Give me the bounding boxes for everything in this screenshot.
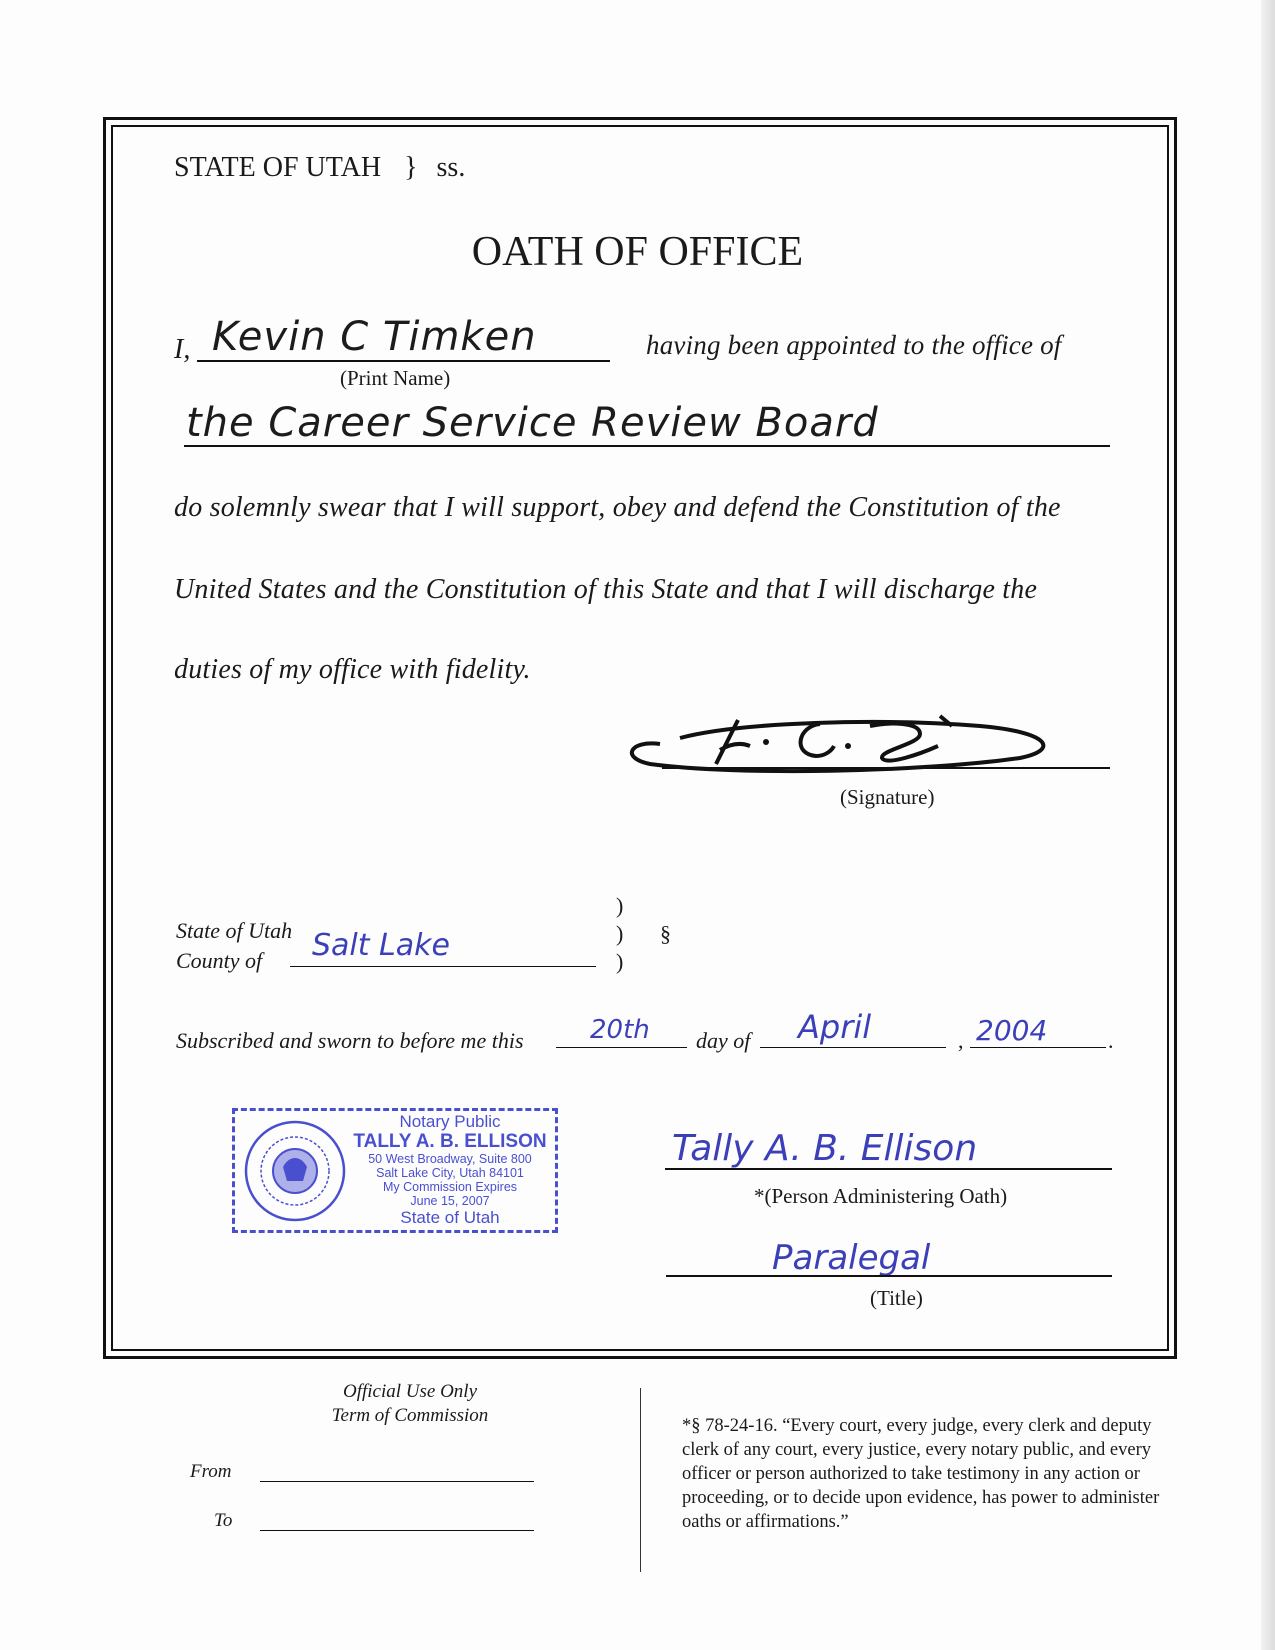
oath-line-3: duties of my office with fidelity. — [174, 654, 531, 685]
paren-1: ) — [616, 893, 624, 918]
title-line — [666, 1275, 1112, 1277]
stamp-line-5: My Commission Expires — [382, 1180, 518, 1194]
official-use-heading — [260, 1380, 560, 1428]
signature-line — [662, 767, 1110, 769]
day-value-handwriting: 20th — [590, 1015, 650, 1045]
title-value-handwriting: Paralegal — [772, 1238, 931, 1278]
stamp-line-7: State of Utah — [400, 1208, 500, 1227]
document-title: OATH OF OFFICE — [471, 229, 804, 275]
venue-parens — [616, 892, 623, 976]
oath-prefix: I, — [174, 334, 191, 365]
official-use-heading-1: Official Use Only — [342, 1381, 478, 1402]
day-line — [556, 1047, 687, 1048]
year-value-handwriting: 2004 — [976, 1014, 1048, 1047]
month-line — [760, 1047, 946, 1048]
title-caption: (Title) — [870, 1286, 923, 1310]
administering-caption: *(Person Administering Oath) — [754, 1184, 1008, 1208]
day-of-text: day of — [696, 1028, 751, 1053]
section-symbol: § — [660, 921, 671, 946]
year-comma: , — [958, 1028, 964, 1053]
oath-line-1: do solemnly swear that I will support, obey and defend the Constitution of the — [174, 492, 1061, 523]
brace: } — [404, 152, 418, 183]
paren-3: ) — [616, 949, 624, 974]
signature-caption: (Signature) — [840, 785, 935, 809]
stamp-line-2: TALLY A. B. ELLISON — [353, 1131, 547, 1152]
month-value-handwriting: April — [798, 1008, 872, 1046]
administering-line — [665, 1168, 1112, 1170]
stamp-line-1: Notary Public — [399, 1112, 501, 1131]
administering-signature-handwriting: Tally A. B. Ellison — [672, 1128, 978, 1169]
printed-name-handwriting: Kevin C Timken — [212, 314, 537, 360]
subscribed-text: Subscribed and sworn to before me this — [176, 1028, 524, 1053]
to-line — [260, 1530, 534, 1531]
statute-note: *§ 78-24-16. “Every court, every judge, every clerk and deputy clerk of any court, every justice, every notary public, and every officer or person authorized to take testimony in any action or proceeding, or to decide upon evidence, has power to administer oaths or affirmations.” — [682, 1416, 1160, 1532]
print-name-caption: (Print Name) — [340, 366, 451, 390]
notary-stamp — [232, 1108, 558, 1233]
state-heading — [174, 152, 465, 184]
state-line: STATE OF UTAH — [174, 152, 382, 183]
venue-state-label: State of Utah — [176, 918, 293, 943]
paren-2: ) — [616, 921, 624, 946]
county-value-handwriting: Salt Lake — [312, 928, 450, 963]
county-line — [290, 966, 596, 967]
stamp-text — [351, 1113, 549, 1227]
stamp-line-4: Salt Lake City, Utah 84101 — [376, 1166, 524, 1180]
official-use-heading-2: Term of Commission — [331, 1405, 489, 1426]
from-line — [260, 1481, 534, 1482]
footer-divider — [640, 1388, 641, 1572]
stamp-line-3: 50 West Broadway, Suite 800 — [368, 1152, 532, 1166]
venue-county-label: County of — [176, 948, 263, 973]
year-period: . — [1108, 1028, 1114, 1053]
utah-seal-icon — [243, 1119, 347, 1223]
to-label: To — [214, 1510, 233, 1531]
ss-label: ss. — [436, 152, 466, 183]
stamp-line-6: June 15, 2007 — [410, 1194, 490, 1208]
oath-line-2: United States and the Constitution of this State and that I will discharge the — [174, 574, 1038, 605]
year-line — [970, 1047, 1106, 1048]
from-label: From — [190, 1461, 232, 1482]
appointed-text: having been appointed to the office of — [646, 330, 1062, 360]
print-name-line — [197, 360, 610, 362]
office-name-handwriting: the Career Service Review Board — [186, 400, 879, 446]
